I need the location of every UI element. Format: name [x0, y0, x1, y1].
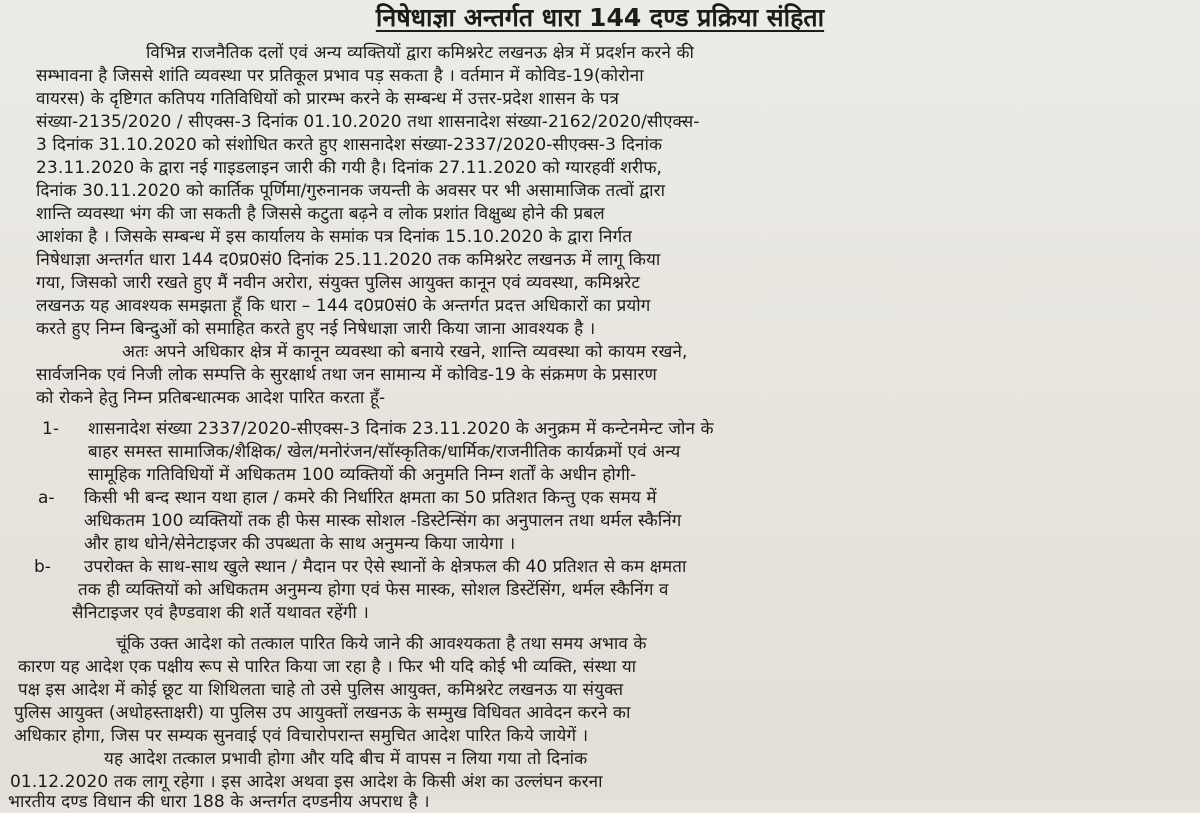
point-marker: a- [38, 488, 55, 508]
closing-line: अधिकार होगा, जिस पर सम्यक सुनवाई एवं विचारोपरान्त समुचित आदेश पारित किये जायेगें । [14, 726, 589, 746]
point-line: और हाथ धोने/सेनेटाइजर की उपब्धता के साथ अनुमन्य किया जायेगा । [84, 534, 516, 554]
intro-line: वायरस) के दृष्टिगत कतिपय गतिविधियों को प्रारम्भ करने के सम्बन्ध में उत्तर-प्रदेश शासन के पत्र [36, 89, 620, 109]
intro-line: आशंका है । जिसके सम्बन्ध में इस कार्यालय के समांक पत्र दिनांक 15.10.2020 के द्वारा निर्गत [36, 227, 633, 247]
intro-line: सम्भावना है जिससे शांति व्यवस्था पर प्रतिकूल प्रभाव पड़ सकता है । वर्तमान में कोविड-19(कोरोना [36, 66, 644, 86]
closing-line: भारतीय दण्ड विधान की धारा 188 के अन्तर्गत दण्डनीय अपराध है । [8, 792, 430, 812]
order-line: को रोकने हेतु निम्न प्रतिबन्धात्मक आदेश पारित करता हूँ- [36, 388, 386, 408]
closing-line: कारण यह आदेश एक पक्षीय रूप से पारित किया जा रहा है । फिर भी यदि कोई भी व्यक्ति, संस्था या [18, 657, 637, 677]
intro-line: निषेधाज्ञा अन्तर्गत धारा 144 द0प्र0सं0 दिनांक 25.11.2020 तक कमिश्नरेट लखनऊ में लागू किया [36, 250, 661, 270]
closing-line: पक्ष इस आदेश में कोई छूट या शिथिलता चाहे तो उसे पुलिस आयुक्त, कमिश्नरेट लखनऊ या संयुक्त [18, 680, 624, 700]
closing-line: चूंकि उक्त आदेश को तत्काल पारित किये जाने की आवश्यकता है तथा समय अभाव के [116, 634, 647, 654]
point-marker: b- [34, 557, 51, 577]
intro-line: गया, जिसको जारी रखते हुए मैं नवीन अरोरा, संयुक्त पुलिस आयुक्त कानून एवं व्यवस्था, कमिश्नरेट [36, 273, 640, 293]
intro-line: करते हुए निम्न बिन्दुओं को समाहित करते हुए नई निषेधाज्ञा जारी किया जाना आवश्यक है । [36, 319, 596, 339]
order-line: अतः अपने अधिकार क्षेत्र में कानून व्यवस्था को बनाये रखने, शान्ति व्यवस्था को कायम रखने, [122, 342, 688, 362]
point-line: उपरोक्त के साथ-साथ खुले स्थान / मैदान पर ऐसे स्थानों के क्षेत्रफल की 40 प्रतिशत से कम क्षमता [84, 557, 687, 577]
intro-line: 3 दिनांक 31.10.2020 को संशोधित करते हुए शासनादेश संख्या-2337/2020-सीएक्स-3 दिनांक [36, 135, 663, 155]
point-line: किसी भी बन्द स्थान यथा हाल / कमरे की निर्धारित क्षमता का 50 प्रतिशत किन्तु एक समय में [84, 488, 657, 508]
document-title: निषेधाज्ञा अन्तर्गत धारा 144 दण्ड प्रक्रिया संहिता [375, 3, 825, 32]
intro-line: दिनांक 30.11.2020 को कार्तिक पूर्णिमा/गुरुनानक जयन्ती के अवसर पर भी असामाजिक तत्वों द्वारा [36, 181, 666, 201]
point-line: अधिकतम 100 व्यक्तियों तक ही फेस मास्क सोशल -डिस्टेन्सिंग का अनुपालन तथा थर्मल स्कैनिंग [84, 511, 682, 531]
intro-line: विभिन्न राजनैतिक दलों एवं अन्य व्यक्तियों द्वारा कमिश्नरेट लखनऊ क्षेत्र में प्रदर्शन करने की [146, 43, 695, 63]
point-line: सामूहिक गतिविधियों में अधिकतम 100 व्यक्तियों की अनुमति निम्न शर्तों के अधीन होगी- [88, 465, 637, 485]
intro-line: लखनऊ यह आवश्यक समझता हूँ कि धारा – 144 द0प्र0सं0 के अन्तर्गत प्रदत्त अधिकारों का प्रयोग [36, 296, 651, 316]
closing-line: यह आदेश तत्काल प्रभावी होगा और यदि बीच में वापस न लिया गया तो दिनांक [104, 749, 588, 769]
intro-line: 23.11.2020 के द्वारा नई गाइडलाइन जारी की गयी है। दिनांक 27.11.2020 को ग्यारहवीं शरीफ, [36, 158, 663, 178]
point-line: बाहर समस्त सामाजिक/शैक्षिक/ खेल/मनोरंजन/सॉस्कृतिक/धार्मिक/राजनीतिक कार्यक्रमों एवं अन्य [88, 442, 681, 462]
point-marker: 1- [42, 419, 59, 439]
closing-line: पुलिस आयुक्त (अधोहस्ताक्षरी) या पुलिस उप आयुक्तों लखनऊ के सम्मुख विधिवत आवेदन करने का [14, 703, 631, 723]
intro-line: संख्या-2135/2020 / सीएक्स-3 दिनांक 01.10.2020 तथा शासनादेश संख्या-2162/2020/सीएक्स- [36, 112, 700, 132]
point-line: शासनादेश संख्या 2337/2020-सीएक्स-3 दिनांक 23.11.2020 के अनुक्रम में कन्टेनमेन्ट जोन के [88, 419, 714, 439]
intro-line: शान्ति व्यवस्था भंग की जा सकती है जिससे कटुता बढ़ने व लोक प्रशांत विक्षुब्ध होने की प्रबल [36, 204, 605, 224]
point-line: सैनिटाइजर एवं हैण्डवाश की शर्ते यथावत रहेंगी । [72, 603, 369, 623]
order-line: सार्वजनिक एवं निजी लोक सम्पत्ति के सुरक्षार्थ तथा जन सामान्य में कोविड-19 के संक्रमण के प्रसारण [36, 365, 657, 385]
point-line: तक ही व्यक्तियों को अधिकतम अनुमन्य होगा एवं फेस मास्क, सोशल डिस्टेंसिंग, थर्मल स्कैनिंग व [78, 580, 669, 600]
closing-line: 01.12.2020 तक लागू रहेगा । इस आदेश अथवा इस आदेश के किसी अंश का उल्लंघन करना [10, 772, 603, 792]
